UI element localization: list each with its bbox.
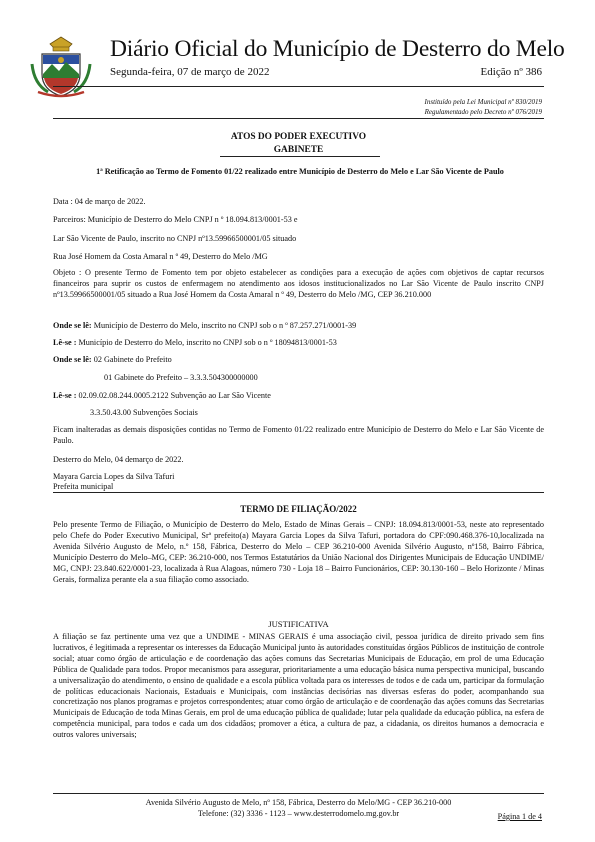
- header-bottom-divider: [53, 118, 544, 119]
- act-date: Data : 04 de março de 2022.: [53, 197, 146, 206]
- page-number: Página 1 de 4: [497, 812, 542, 821]
- signer-name: Mayara Garcia Lopes da Silva Tafuri: [53, 472, 175, 481]
- footer-divider: [53, 793, 544, 794]
- where-reads-1: [53, 321, 544, 332]
- section-subheading: GABINETE: [273, 145, 324, 155]
- address-line: Rua José Homem da Costa Amaral n º 49, Desterro do Melo /MG: [53, 252, 268, 261]
- affiliation-title: TERMO DE FILIAÇÃO/2022: [240, 504, 357, 514]
- law-reference: Instituído pela Lei Municipal nº 830/2019: [424, 98, 542, 106]
- budget-line: 01 Gabinete do Prefeito – 3.3.3.504300000000: [104, 373, 258, 382]
- newspaper-title: Diário Oficial do Município de Desterro do Melo: [110, 36, 565, 62]
- municipal-crest-icon: [28, 34, 94, 100]
- where-reads-label: Onde se lê:: [53, 355, 92, 364]
- justification-paragraph: A filiação se faz pertinente uma vez que a UNDIME - MINAS GERAIS é uma associação civil, pessoa jurídica de direito privado sem fins lucrativos, é legitimada a representar os interesses da Educação Municipal junto às autoridades constituídas órgãos Públicos de instituição de controle social; atuar como órgão de articulação e de coordenação das ações comuns das Secretarias Municipais de Educação, em prol de uma Educação Pública de Qualidade para todos. Propor mecanismos para assegurar, prioritariamente a uma educação básica numa perspectiva municipal, buscando a universalização do atendimento, o ensino de qualidade e a escola pública voltada para os interesses de todos e de cada um, participar da formulação de políticas educacionais Nacionais, Estaduais e Municipais, com instâncias decisórias nas diversas esferas do poder, acompanhando sua concretização nos planos programas e projetos correspondentes; atuar como órgão de articulação e de coordenação das ações comuns das Secretarias Municipais de Educação de toda Minas Gerais, em prol de uma educação pública de qualidade; lutar pela qualidade da educação pública, na esfera de competência municipal, para todos e cada um dos cidadãos; promover a ética, a cultura de paz, a cidadania, os direitos humanos a democracia e outros valores universais;: [53, 632, 544, 740]
- where-reads-text: Município de Desterro do Melo, inscrito no CNPJ sob o n º 87.257.271/0001-39: [91, 321, 357, 330]
- should-read-label: Lê-se :: [53, 391, 77, 400]
- header-divider: [53, 86, 544, 87]
- where-reads-text: 02 Gabinete do Prefeito: [91, 355, 172, 364]
- decree-reference: Regulamentado pelo Decreto nº 076/2019: [424, 108, 542, 116]
- subsidy-line: 3.3.50.43.00 Subvenções Sociais: [90, 408, 198, 417]
- lar-line: Lar São Vicente de Paulo, inscrito no CNPJ nº13.59966500001/05 situado: [53, 234, 297, 243]
- where-reads-2: [53, 355, 544, 366]
- object-paragraph: Objeto : O presente Termo de Fomento tem por objeto estabelecer as condições para a execução de ações com objetivos de captar recursos financeiros para suprir os custos de enfermagem no atendimento aos idosos institucionalizados no Lar São Vicente de Paulo inscrito CNPJ nº13.59966500001/05 situado a Rua José Homem da Costa Amaral n º 49, Desterro do Melo /MG, CEP 36.210.000: [53, 268, 544, 299]
- where-reads-label: Onde se lê:: [53, 321, 92, 330]
- justification-title: JUSTIFICATIVA: [268, 619, 329, 629]
- should-read-label: Lê-se :: [53, 338, 77, 347]
- footer-address: Avenida Silvério Augusto de Melo, nº 158, Fábrica, Desterro do Melo/MG - CEP 36.210-000: [145, 798, 452, 807]
- unchanged-clause: Ficam inalteradas as demais disposições contidas no Termo de Fomento 01/22 realizado entre Município de Desterro do Melo e Lar São Vicente de Paulo.: [53, 425, 544, 445]
- issue-date: Segunda-feira, 07 de março de 2022: [110, 66, 270, 78]
- signer-role: Prefeita municipal: [53, 482, 114, 491]
- footer-contact: Telefone: (32) 3336 - 1123 – www.desterrodomelo.mg.gov.br: [197, 809, 400, 818]
- section-heading: ATOS DO PODER EXECUTIVO: [230, 132, 367, 142]
- parties-line: Parceiros: Município de Desterro do Melo CNPJ n º 18.094.813/0001-53 e: [53, 215, 298, 224]
- should-read-text: Município de Desterro do Melo, inscrito no CNPJ sob o n º 18094813/0001-53: [76, 338, 337, 347]
- section-divider: [220, 156, 380, 157]
- should-read-2: [53, 391, 544, 402]
- place-date: Desterro do Melo, 04 demarço de 2022.: [53, 455, 184, 464]
- should-read-text: 02.09.02.08.244.0005.2122 Subvenção ao Lar São Vicente: [76, 391, 271, 400]
- act-subject: 1ª Retificação ao Termo de Fomento 01/22 realizado entre Município de Desterro do Melo e Lar São Vicente de Paulo: [96, 167, 504, 176]
- affiliation-paragraph: Pelo presente Termo de Filiação, o Município de Desterro do Melo, Estado de Minas Gerais – CNPJ: 18.094.813/0001-53, neste ato representado pelo Chefe do Poder Executivo Municipal, Srª prefeito(a) Mayara Garcia Lopes da Silva Tafuri, portadora do CPF:090.468.376-10,localizada na Avenida Silvério Augusto de Melo, n.º 158, Fábrica, Desterro do Melo – CEP 36.210-000 Avenida Silvério Augusto, nº158, Bairro Fábrica, Município Desterro do Melo–MG, CEP: 36.210-000, nos Termos Estatutários da União Nacional dos Dirigentes Municipais de Educação UNDIME/ MG, CNPJ: 23.840.622/0001-23, localizada à Rua Alagoas, número 730 - Loja 18 – Bairro Funcionários, CEP: 30.130-160 – Belo Horizonte / Minas Gerais, formaliza perante ela a sua filiação como associado.: [53, 520, 544, 584]
- edition-number: Edição nº 386: [480, 66, 542, 78]
- should-read-1: [53, 338, 544, 349]
- act-divider: [53, 492, 544, 493]
